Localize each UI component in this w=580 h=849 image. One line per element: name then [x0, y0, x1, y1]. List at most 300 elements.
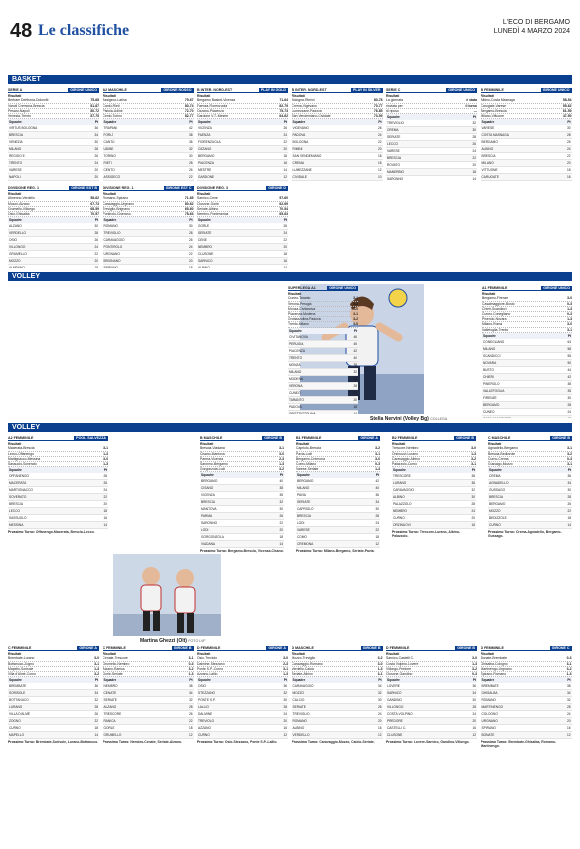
result-score: 2-3 — [279, 456, 284, 461]
team-name: UDINE — [103, 146, 173, 153]
group-tag: GIRONE B — [264, 436, 282, 440]
standings-column-superlega-main — [288, 286, 358, 414]
result-match: Mozzo-Treviglio — [291, 656, 316, 661]
team-name: LURANO — [8, 704, 81, 711]
table-row — [103, 718, 194, 725]
table-row — [296, 520, 380, 527]
table-row — [8, 522, 108, 529]
standings-column-r3-4 — [488, 436, 572, 554]
result-match: Seriate-Albino — [291, 672, 313, 677]
table-row — [296, 499, 380, 506]
team-points: 26 — [460, 141, 477, 148]
team-name: MILANO — [8, 146, 85, 153]
team-name: MARTINENGO — [481, 704, 555, 711]
team-name: GORLE — [103, 725, 174, 732]
table-row — [481, 146, 572, 153]
team-name: VERDELLO — [292, 732, 365, 739]
league-header — [392, 436, 476, 441]
result-score: 82-79 — [279, 103, 288, 108]
table-row — [200, 506, 284, 513]
team-name: PINEROLO — [482, 380, 558, 387]
team-name: TRAPANI — [103, 125, 173, 132]
result-score: 0-3 — [353, 301, 358, 306]
result-match: Trento-Milano — [288, 322, 309, 327]
team-name: DALMINE — [197, 711, 268, 718]
team-name: COMO — [296, 534, 361, 541]
team-points: 12 — [271, 174, 288, 181]
team-points: 50 — [558, 359, 572, 366]
photo-caption-ghezzi: Martina Ghezzi (Olt) FOTO LVF — [140, 638, 206, 644]
result-score: 3-2 — [567, 451, 572, 456]
league-header — [292, 646, 383, 651]
team-points: 34 — [555, 480, 572, 487]
result-match: Azzano-Lallio — [197, 672, 218, 677]
col-points: Pt — [176, 217, 194, 223]
team-name: NOVARA — [482, 359, 558, 366]
col-team: Squadre — [481, 677, 555, 683]
team-points: 12 — [268, 732, 288, 739]
result-match: Albino-Costa Masnaga — [480, 98, 515, 103]
standings-table — [288, 328, 358, 414]
standings-column-r1-0 — [8, 88, 99, 181]
group-tag: GIRONE UNICO — [448, 88, 475, 92]
team-points: 28 — [90, 473, 108, 480]
team-name: MOZZO — [488, 508, 555, 515]
team-name: FAENZA — [197, 132, 271, 139]
team-points: 36 — [81, 683, 99, 690]
result-score: 3-1 — [375, 451, 380, 456]
team-name: SERIATE — [197, 230, 271, 237]
team-points: 28 — [81, 704, 99, 711]
col-points: Pt — [268, 677, 288, 683]
results-label: Risultati — [482, 292, 496, 297]
team-points: 16 — [369, 160, 383, 167]
team-points: 36 — [555, 473, 572, 480]
team-name: MARTIGNACCO — [8, 487, 90, 494]
team-points: 26 — [174, 711, 194, 718]
team-name: SERIATE — [103, 697, 174, 704]
league-header — [197, 88, 288, 93]
team-name: SOVERATO — [8, 494, 90, 501]
team-points: 24 — [271, 230, 288, 237]
result-score: 81-87 — [90, 103, 99, 108]
team-points: 28 — [557, 132, 571, 139]
result-match: Cuneo-Conegliano — [482, 312, 511, 317]
result-score: 82-77 — [184, 114, 194, 119]
team-name: BERGAMO — [296, 478, 361, 485]
standings-table — [103, 217, 194, 268]
team-points: 30 — [176, 223, 194, 230]
team-name: CARAVAGGIO — [392, 487, 460, 494]
result-score: 58-54 — [562, 98, 572, 103]
standings-table — [103, 119, 194, 181]
team-name: CURNO — [8, 725, 81, 732]
team-points: 24 — [554, 711, 571, 718]
team-points: 34 — [361, 499, 380, 506]
next-round — [200, 549, 284, 553]
table-row — [197, 167, 288, 174]
team-name: SERIATE — [386, 134, 460, 141]
standings-table — [296, 472, 380, 548]
table-row — [103, 725, 194, 732]
league-header — [288, 286, 358, 291]
col-points: Pt — [85, 119, 99, 125]
team-name: SARONNO — [200, 520, 269, 527]
result-match: Caravaggio-Urgnano — [102, 201, 134, 206]
standings-column-r4-1 — [103, 646, 194, 842]
result-score: 78-63 — [184, 212, 194, 217]
result-score: 3-0 — [472, 656, 477, 661]
table-row — [8, 167, 99, 174]
result-score: 70-57 — [90, 212, 99, 217]
team-name: BRESCIA — [488, 494, 555, 501]
result-score: è stata — [466, 98, 477, 103]
table-row — [8, 697, 99, 704]
col-points: Pt — [557, 119, 571, 125]
table-row — [8, 244, 99, 251]
col-team: Squadre — [8, 119, 85, 125]
result-score: 1-3 — [279, 462, 284, 467]
group-tag: GIRONE B — [552, 436, 570, 440]
standings-table — [292, 119, 383, 181]
next-round-text: Offanengo-Macerata, Brescia-Lecco. — [35, 530, 95, 535]
table-row — [482, 345, 572, 352]
table-row — [482, 373, 572, 380]
team-name: MILANO — [296, 485, 361, 492]
league-header — [292, 88, 383, 93]
result-match: Vanoli Cremona-Brescia — [8, 103, 45, 108]
result-match: Carugate-Varese — [480, 103, 507, 108]
table-row — [8, 153, 99, 160]
team-points: 18 — [460, 169, 477, 176]
team-name: VERONA — [288, 382, 347, 389]
group-tag: GIRONE UNICO — [542, 88, 570, 92]
result-score: 1-3 — [567, 317, 572, 322]
standings-table — [8, 677, 99, 739]
team-name: CENTO — [103, 167, 173, 174]
team-points: 20 — [271, 244, 288, 251]
team-name: VITTUONE — [481, 167, 558, 174]
result-score: 3-1 — [279, 446, 284, 451]
results-label: Risultati — [386, 94, 400, 99]
team-name: GORGONZOLA — [200, 534, 269, 541]
table-row — [488, 515, 572, 522]
team-points: 26 — [79, 237, 99, 244]
team-points: 28 — [460, 501, 476, 508]
result-score: 62-69 — [279, 201, 288, 206]
team-points: 32 — [460, 120, 477, 127]
team-name: VIGEVANO — [292, 125, 369, 132]
team-points: 30 — [173, 153, 194, 160]
team-points: 34 — [554, 690, 571, 697]
result-match: Spirano-Romano — [480, 672, 507, 677]
table-row — [488, 508, 572, 515]
table-row — [488, 501, 572, 508]
result-score: 0-3 — [567, 312, 572, 317]
result-score: 72-70 — [184, 108, 194, 113]
result-match: San Vendemiano-Cividale — [291, 114, 331, 119]
table-row — [197, 732, 288, 739]
result-match: Martinengo-Urgnano — [480, 666, 512, 671]
result-score: 3-1 — [103, 446, 108, 451]
team-name: SERIATE — [296, 499, 361, 506]
league-header — [197, 646, 288, 651]
result-score: 61-59 — [562, 108, 572, 113]
league-header — [386, 646, 477, 651]
team-name: ORZINUOVI — [392, 522, 460, 529]
result-score: 3-1 — [567, 327, 572, 332]
league-name: SUPERLEGA A1 — [288, 286, 316, 290]
table-row — [103, 160, 194, 167]
team-points: 38 — [558, 380, 572, 387]
result-match: Gussago-Mozzo — [488, 462, 513, 467]
team-name: CURNO — [392, 515, 460, 522]
results-label: Risultati — [197, 192, 211, 197]
table-row — [200, 527, 284, 534]
col-points: Pt — [365, 677, 383, 683]
team-name: LODI — [200, 527, 269, 534]
result-score: 3-1 — [94, 661, 99, 666]
result-score: 1-3 — [103, 462, 108, 467]
team-name — [482, 415, 558, 418]
team-points: 30 — [268, 697, 288, 704]
team-name: TREVIOLO — [197, 718, 268, 725]
team-name: FORLÌ — [103, 132, 173, 139]
table-row — [197, 230, 288, 237]
team-points: 26 — [365, 704, 383, 711]
team-points: 22 — [81, 718, 99, 725]
group-tag: GIRONE EST C — [165, 186, 192, 190]
team-points: 30 — [85, 139, 99, 146]
team-points: 26 — [555, 501, 572, 508]
result-match: Varese-Seriate — [296, 467, 319, 472]
table-row — [386, 704, 477, 711]
col-team: Squadre — [386, 114, 460, 120]
team-points: 28 — [558, 401, 572, 408]
table-row — [392, 487, 476, 494]
next-round-label: Prossimo Turno: — [386, 740, 414, 745]
team-points: 18 — [174, 725, 194, 732]
team-points: 22 — [271, 139, 288, 146]
group-tag: POOL SALVEZZA — [76, 436, 106, 440]
group-tag: GIRONE A — [360, 436, 378, 440]
result-match: Dalmine-Stezzano — [197, 661, 225, 666]
col-team: Squadre — [8, 217, 79, 223]
league-name: B MASCHILE — [200, 436, 223, 440]
result-match: Clusone-Gorle — [197, 201, 219, 206]
table-row — [488, 480, 572, 487]
result-match: Mozzo-Alzano — [8, 201, 30, 206]
team-name: MESTRE — [197, 167, 271, 174]
team-name: MODENA — [288, 375, 347, 382]
team-points: 28 — [555, 494, 572, 501]
result-match: Romano-Spirano — [102, 196, 129, 201]
standings-table — [103, 677, 194, 739]
result-score: 3-2 — [94, 672, 99, 677]
team-points: 40 — [361, 485, 380, 492]
table-row — [386, 169, 477, 176]
col-team: Squadre — [386, 677, 462, 683]
team-points: 14 — [555, 522, 572, 529]
result-score: 3-0 — [103, 456, 108, 461]
table-row — [481, 139, 572, 146]
standings-table — [386, 677, 477, 739]
team-name: MANTOVA — [200, 506, 269, 513]
team-points: 22 — [173, 174, 194, 181]
team-points: 26 — [369, 125, 383, 132]
result-match: Verona-Perugia — [288, 301, 312, 306]
col-points: Pt — [554, 677, 571, 683]
team-name: MAPELLO — [8, 732, 81, 739]
team-name: NAPOLI — [8, 174, 85, 181]
league-header — [481, 88, 572, 93]
team-points: 30 — [460, 127, 477, 134]
col-points: Pt — [90, 467, 108, 473]
team-name: VIRTUS BOLOGNA — [8, 125, 85, 132]
team-points: 34 — [462, 690, 477, 697]
table-row — [103, 697, 194, 704]
table-row — [288, 382, 358, 389]
team-points: 26 — [269, 513, 284, 520]
team-points: 32 — [365, 690, 383, 697]
group-tag: GIRONE B — [173, 646, 192, 650]
team-points: 42 — [347, 347, 358, 354]
next-round-text: Brembate-Sorisole, Lurano-Bottanuco. — [35, 740, 99, 745]
team-points: 46 — [347, 334, 358, 341]
team-name: CANTÙ — [103, 139, 173, 146]
table-row — [481, 711, 572, 718]
team-points: 18 — [347, 403, 358, 410]
team-points: 22 — [174, 718, 194, 725]
table-row — [8, 174, 99, 181]
standings-column-r3-0 — [8, 436, 108, 554]
team-points: 34 — [174, 690, 194, 697]
result-score: 80-74 — [184, 103, 194, 108]
table-row — [197, 153, 288, 160]
team-points: 24 — [176, 244, 194, 251]
team-name: BRESCIA — [386, 155, 460, 162]
table-row — [482, 366, 572, 373]
next-round — [292, 740, 383, 744]
table-row — [292, 174, 383, 181]
results-label: Risultati — [197, 94, 211, 99]
next-round-text: Lovere-Sarnico, Gandino-Villongo. — [413, 740, 470, 745]
team-points: 16 — [271, 160, 288, 167]
results-label: Risultati — [102, 192, 116, 197]
league-name: B INTER. NORD-EST — [291, 88, 327, 92]
result-match: rinviata per — [386, 103, 403, 108]
team-name: GRUMELLO — [103, 732, 174, 739]
table-row — [197, 265, 288, 268]
result-match: Bottanuco-Zogno — [8, 661, 35, 666]
league-header — [8, 646, 99, 651]
team-points: 32 — [173, 146, 194, 153]
table-row — [386, 718, 477, 725]
result-match: Sassuolo-Soverato — [8, 462, 37, 467]
league-name: A2 FEMMINILE — [8, 436, 34, 440]
results-label: Risultati — [8, 652, 22, 657]
next-round-label: Prossimo Turno: — [102, 740, 131, 745]
result-score: 3-1 — [353, 312, 358, 317]
team-points: 24 — [268, 711, 288, 718]
result-score: 75-68 — [90, 98, 99, 103]
standings-column-r4-3 — [292, 646, 383, 842]
result-score: 79-67 — [184, 98, 194, 103]
team-points: 36 — [462, 683, 477, 690]
table-row — [386, 134, 477, 141]
result-score: 3-2 — [566, 666, 572, 671]
team-points: 20 — [271, 146, 288, 153]
team-points: 20 — [554, 718, 571, 725]
result-match: Como-Milano — [296, 462, 317, 467]
result-score: 3-1 — [567, 462, 572, 467]
team-points: 20 — [268, 718, 288, 725]
table-row — [8, 515, 108, 522]
result-match: Milano-Roma — [482, 322, 503, 327]
team-points: 14 — [460, 176, 477, 181]
team-points: 28 — [460, 134, 477, 141]
team-name: VARESE — [481, 125, 558, 132]
result-match: Lecco-Offanengo — [8, 451, 34, 456]
league-name: B FEMMINILE — [480, 88, 504, 92]
team-name: SAN VENDEMIANO — [292, 153, 369, 160]
team-name: PIACENZA — [197, 160, 271, 167]
table-row — [103, 153, 194, 160]
team-points: 12 — [554, 732, 571, 739]
team-name: VICENZA — [197, 125, 271, 132]
result-match: La giornata — [386, 98, 403, 103]
table-row — [488, 494, 572, 501]
team-points: 26 — [81, 711, 99, 718]
team-points: 22 — [460, 155, 477, 162]
team-points: 18 — [269, 534, 284, 541]
team-points: 24 — [462, 711, 477, 718]
table-row — [292, 153, 383, 160]
team-name: LUMEZZANE — [292, 167, 369, 174]
result-score: 1-3 — [471, 451, 476, 456]
masthead — [494, 18, 570, 36]
team-name: MACERATA — [8, 480, 90, 487]
col-team: Squadre — [481, 119, 558, 125]
result-match: Alzano-Ranica — [102, 666, 125, 671]
team-name: CAPRIOLO — [296, 506, 361, 513]
table-row — [292, 146, 383, 153]
team-points: 55 — [558, 352, 572, 359]
table-row — [197, 711, 288, 718]
team-points: 34 — [81, 690, 99, 697]
col-team: Squadre — [292, 677, 365, 683]
team-name: VIADANA — [200, 541, 269, 548]
team-points: 20 — [347, 396, 358, 403]
section-bar-volley: VOLLEY — [8, 272, 572, 281]
table-row — [8, 251, 99, 258]
team-name: ZOGNO — [8, 718, 81, 725]
next-round-text: Crema-Agnadello, Bergamo-Gussago. — [488, 530, 562, 539]
team-name: MILANO — [288, 368, 347, 375]
team-name: TREVIGLIO — [103, 230, 176, 237]
league-header — [103, 646, 194, 651]
league-header — [8, 436, 108, 441]
result-match: Pinerolo-Novara — [482, 317, 507, 322]
result-match: Mapello-Sorisole — [8, 666, 34, 671]
next-round-text: Trescore-Lurano, Albino-Palazzolo. — [392, 530, 461, 539]
team-name: SASSUOLO — [8, 515, 90, 522]
team-name: NEMBRO — [392, 508, 460, 515]
team-name: LODI — [296, 520, 361, 527]
result-score: 71-64 — [279, 98, 288, 103]
col-points: Pt — [174, 677, 194, 683]
next-round-text: Nembro-Cenate, Seriate-Alzano. — [130, 740, 182, 745]
